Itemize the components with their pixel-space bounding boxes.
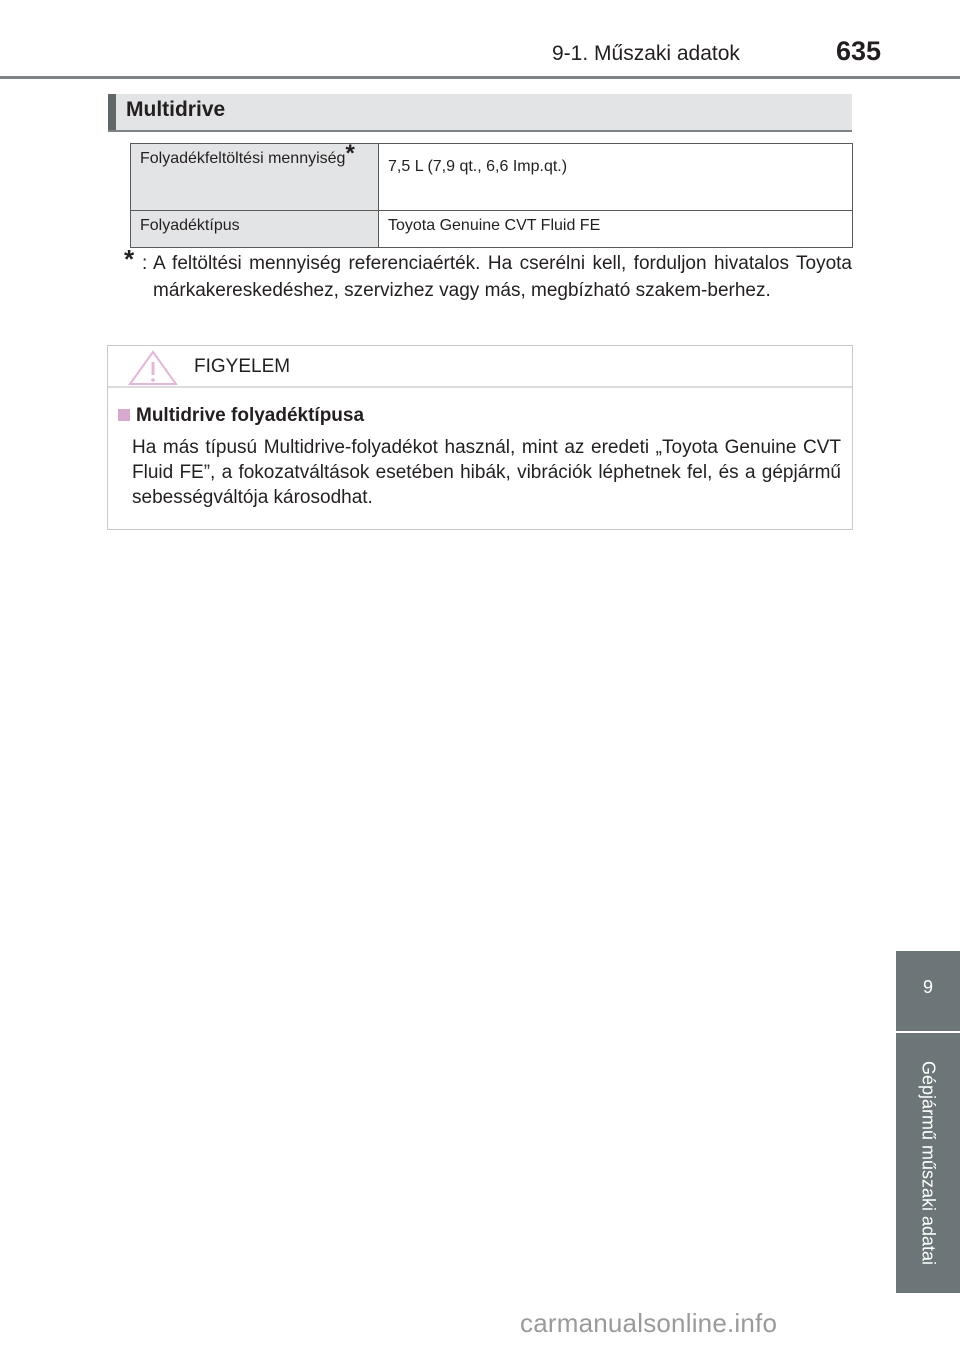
capacity-value: 7,5 L (7,9 qt., 6,6 Imp.qt.): [379, 144, 853, 211]
warning-box: [107, 345, 853, 530]
capacity-label: Folyadékfeltöltési mennyiség: [140, 150, 346, 167]
table-row: [131, 144, 853, 211]
section-heading-accent: [108, 94, 116, 130]
warning-subtitle: [118, 405, 364, 427]
chapter-label: Gépjármű műszaki adatai: [918, 1060, 939, 1266]
warning-header: [108, 346, 852, 388]
header-section-title: 9-1. Műszaki adatok: [552, 42, 740, 65]
fluid-type-label: Folyadéktípus: [131, 211, 379, 248]
section-heading: [108, 94, 852, 132]
footnote-text: A feltöltési mennyiség referenciaérték. Ha cserélni kell, forduljon hivatalos Toyota márkakereskedéshez, szervizhez vagy más, megbízható szakem-berhez.: [153, 253, 852, 301]
warning-title: FIGYELEM: [194, 356, 291, 377]
footnote-asterisk: *: [124, 244, 135, 274]
footnote-colon: :: [142, 253, 148, 274]
chapter-strip: [896, 1033, 960, 1293]
warning-text: Ha más típusú Multidrive-folyadékot használ, mint az eredeti „Toyota Genuine CVT Fluid FE”, a fokozatváltások esetében hibák, vibrációk léphetnek fel, és a gépjármű sebességváltója károsodhat.: [132, 437, 841, 508]
footnote: [120, 244, 852, 304]
spec-table: [130, 140, 853, 248]
page-number: 635: [836, 36, 882, 66]
asterisk-mark: *: [345, 140, 355, 167]
header-divider: [0, 76, 960, 79]
table-row: [131, 211, 853, 248]
section-title: Multidrive: [126, 98, 226, 121]
chapter-number: 9: [922, 977, 933, 997]
warning-subtitle-text: Multidrive folyadéktípusa: [136, 405, 365, 426]
watermark: carmanualsonline.info: [520, 1308, 778, 1338]
fluid-type-value: Toyota Genuine CVT Fluid FE: [379, 211, 853, 248]
chapter-tab[interactable]: [896, 951, 960, 1031]
warning-triangle-icon: [128, 350, 178, 391]
table-cell-label: [131, 140, 379, 211]
bullet-square-icon: [118, 409, 130, 421]
